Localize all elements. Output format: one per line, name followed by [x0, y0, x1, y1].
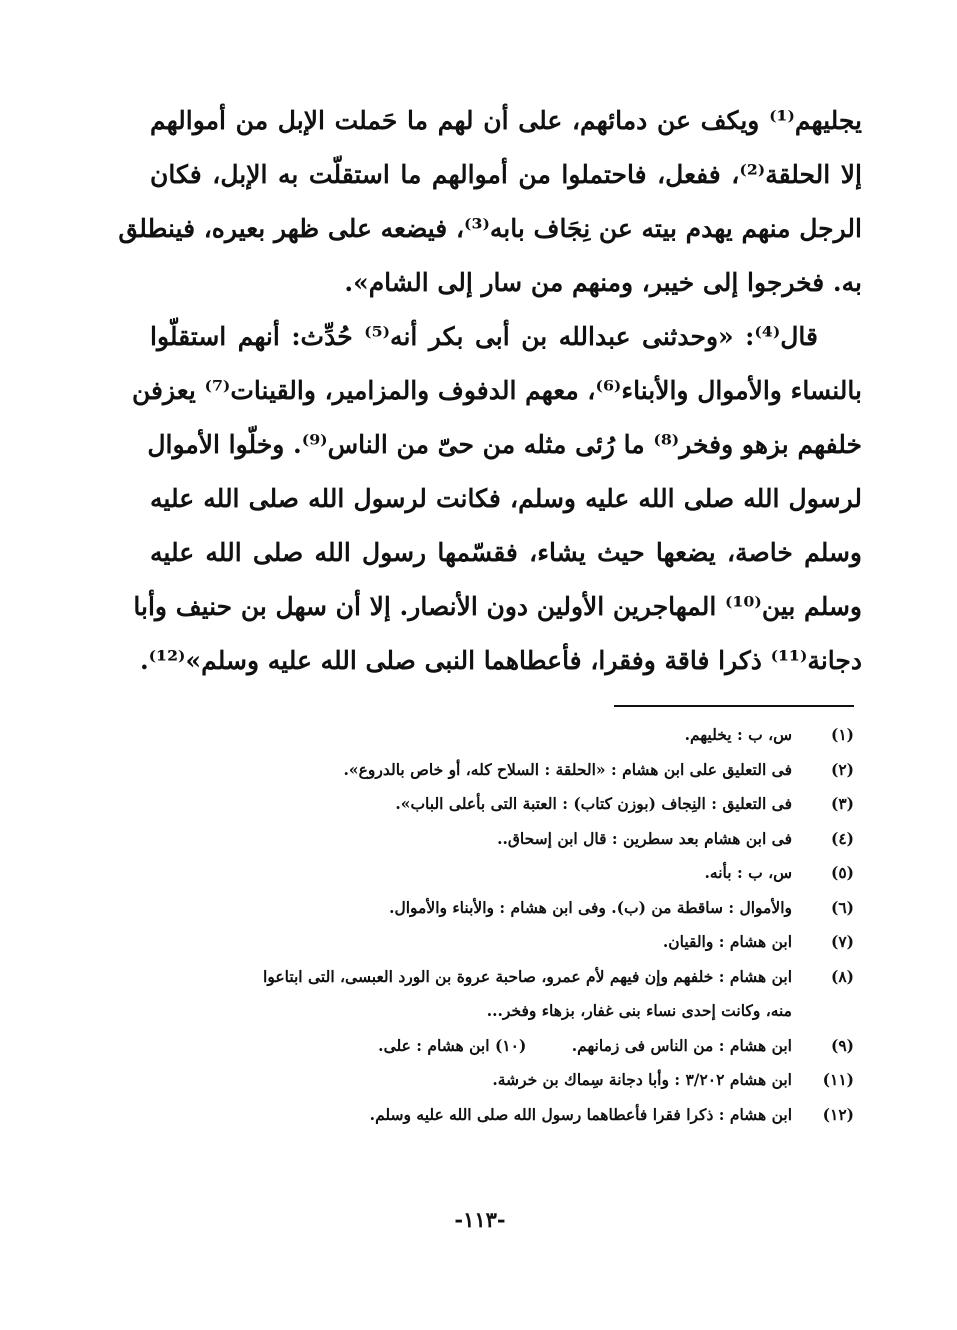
- footnote-number: (٦): [830, 897, 854, 917]
- footnote: [150, 1029, 862, 1064]
- footnote: [150, 718, 862, 753]
- footnote: [150, 925, 862, 960]
- text-line: وسلم بين⁽¹⁰⁾ المهاجرين الأولين دون الأنصار. إلا أن سهل بن حنيف وأبا: [133, 592, 862, 621]
- footnote-number: (١٠): [494, 1035, 527, 1055]
- text-line: به. فخرجوا إلى خيبر، ومنهم من سار إلى الشام».: [344, 268, 862, 297]
- footnote: [150, 1098, 862, 1133]
- footnote-number: (٢): [830, 759, 854, 779]
- footnote-text: س، ب : بأنه.: [704, 863, 792, 882]
- footnote-text: فى التعليق : النِجاف (بوزن كتاب) : العتبة التى بأعلى الباب».: [395, 794, 792, 813]
- footnote-text-combined: [150, 1029, 810, 1064]
- footnote-number: (٣): [830, 794, 854, 813]
- footnote-text: ابن هشام : والقيان.: [662, 932, 792, 951]
- footnote-text-continued: منه، وكانت إحدى نساء بنى غفار، بزهاء وفخر...: [486, 1001, 792, 1020]
- text-line: خلفهم بزهو وفخر⁽⁸⁾ ما رُئى مثله من حىّ من الناس⁽⁹⁾. وخلّوا الأموال: [147, 430, 862, 459]
- footnote: [150, 787, 862, 822]
- text-line: الرجل منهم يهدم بيته عن نِجَاف بابه⁽³⁾، فيضعه على ظهر بعيره، فينطلق: [118, 214, 862, 243]
- footnote: [150, 753, 862, 788]
- footnote-separator: [614, 705, 854, 707]
- main-text-block: [118, 94, 862, 688]
- text-line: لرسول الله صلى الله عليه وسلم، فكانت لرسول الله صلى الله عليه: [150, 484, 862, 513]
- footnote-text: ابن هشام ٣/٢٠٢ : وأبا دجانة سِماك بن خرشة.: [492, 1070, 792, 1089]
- footnote-text: ابن هشام : خلفهم وإن فيهم لأم عمرو، صاحبة عروة بن الورد العبسى، التى ابتاعوا: [263, 966, 792, 986]
- footnote-text: والأموال : ساقطة من (ب). وفى ابن هشام : والأبناء والأموال.: [389, 897, 792, 917]
- footnote-text: فى التعليق على ابن هشام : «الحلقة : السلاح كله، أو خاص بالدروع».: [343, 759, 792, 779]
- footnote-number: (١): [830, 725, 854, 744]
- footnote-number: (٥): [830, 863, 854, 882]
- text-line: بالنساء والأموال والأبناء⁽⁶⁾، معهم الدفوف والمزامير، والقينات⁽⁷⁾ يعزفن: [132, 376, 862, 405]
- text-line: إلا الحلقة⁽²⁾، ففعل، فاحتملوا من أموالهم ما استقلّت به الإبل، فكان: [150, 160, 862, 189]
- footnote: [150, 891, 862, 926]
- footnote-text: ابن هشام : ذكرا فقرا فأعطاهما رسول الله صلى الله عليه وسلم.: [369, 1104, 792, 1124]
- text-line: وسلم خاصة، يضعها حيث يشاء، فقسّمها رسول الله صلى الله عليه: [150, 538, 862, 567]
- footnote-number: (١٢): [822, 1104, 854, 1124]
- footnote-text: س، ب : يخليهم.: [684, 725, 792, 744]
- text-line: قال⁽⁴⁾: «وحدثنى عبدالله بن أبى بكر أنه⁽⁵⁾ حُدِّث: أنهم استقلّوا: [150, 322, 818, 351]
- footnotes: [150, 718, 862, 1132]
- text-line: دجانة⁽¹¹⁾ ذكرا فاقة وفقرا، فأعطاهما النبى صلى الله عليه وسلم»⁽¹²⁾.: [139, 646, 862, 675]
- footnote-number: (٨): [830, 966, 854, 986]
- page-number: -١١٣-: [454, 1207, 506, 1232]
- footnote-text: ابن هشام : من الناس فى زمانهم.: [571, 1035, 792, 1055]
- footnote-number: (١١): [822, 1070, 854, 1089]
- footnote-number: (٤): [830, 828, 854, 848]
- footnote-text-multiline: [150, 960, 810, 1029]
- footnote: [150, 960, 862, 1029]
- text-line: يجليهم⁽¹⁾ ويكف عن دمائهم، على أن لهم ما حَملت الإبل من أموالهم: [150, 106, 862, 135]
- footnote: [150, 822, 862, 857]
- footnote: [150, 856, 862, 891]
- footnote: [150, 1063, 862, 1098]
- footnote-number: (٩): [830, 1035, 854, 1055]
- footnote-number: (٧): [830, 932, 854, 951]
- footnote-text: فى ابن هشام بعد سطرين : قال ابن إسحاق..: [497, 828, 792, 848]
- footnote-text: ابن هشام : على.: [378, 1035, 490, 1055]
